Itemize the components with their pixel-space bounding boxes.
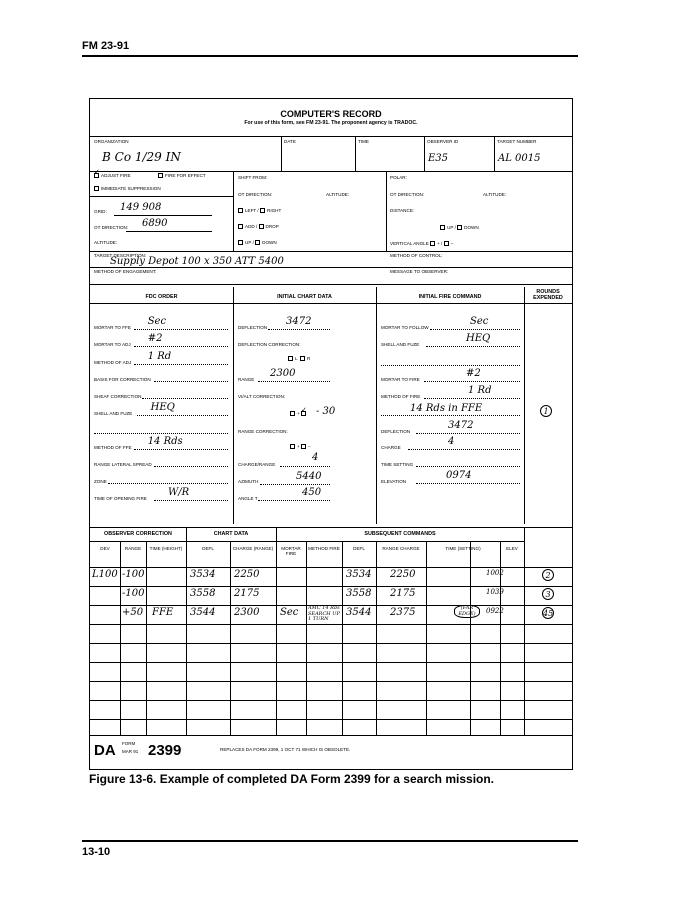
form-number: 2399 [148, 742, 182, 759]
page-number: 13-10 [82, 846, 111, 858]
cell-charge: 2175 [234, 588, 260, 599]
cell-defl: 3534 [190, 569, 216, 580]
polar-up-down-checkbox[interactable]: UP / DOWN [440, 225, 479, 230]
polar-label: POLAR: [390, 175, 407, 180]
fdc-row-label: TIME OF OPENING FIRE [94, 496, 147, 501]
target-description-label: TARGET DESCRIPTION: [94, 253, 147, 258]
command-shell-fuze-value: HEQ [466, 333, 491, 344]
fdc-row-value: HEQ [150, 402, 175, 413]
footer-rule [82, 840, 578, 842]
cell-elev: 1002 [486, 569, 504, 577]
cell-defl: 3544 [190, 607, 216, 618]
fdc-row-value: W/R [168, 487, 190, 498]
chart-data-header: CHART DATA [213, 531, 249, 537]
chart-range-label: RANGE [238, 377, 255, 382]
mortar-follow-value: Sec [470, 316, 489, 327]
fdc-order-header: FDC ORDER [145, 294, 178, 300]
time-label: TIME [358, 139, 369, 144]
form-subtitle: For use of this form, see FM 23-91. The proponent agency is TRADOC. [244, 120, 418, 126]
chart-charge-label: CHARGE/RANGE [238, 462, 276, 467]
cell-subsequent-defl: 3544 [346, 607, 372, 618]
fdc-row-label: BASIS FOR CORRECTION [94, 377, 151, 382]
checkbox-icon [301, 444, 306, 449]
azimuth-label: AZIMUTH [238, 479, 259, 484]
cell-rounds: 2 [542, 569, 554, 581]
immediate-suppression-checkbox[interactable]: IMMEDIATE SUPPRESSION [94, 186, 161, 191]
fdc-row-value: 14 Rds [147, 436, 183, 447]
observer-correction-header: OBSERVER CORRECTION [104, 531, 172, 537]
fdc-row-label: MORTAR TO ADJ [94, 342, 131, 347]
column-header-mortar-fire: MORTAR FIRE [281, 546, 301, 556]
observer-id-value: E35 [428, 153, 449, 164]
mortar-follow-label: MORTAR TO FOLLOW [381, 325, 429, 330]
deflection-correction-label: DEFLECTION CORRECTION: [238, 342, 301, 347]
form-form-label: FORM [122, 741, 136, 746]
elevation-value: 0974 [446, 470, 472, 481]
fdc-row-label: ZONE [94, 479, 107, 484]
column-header-defl: DEFL [202, 546, 214, 551]
mortar-fire-label: MORTAR TO FIRE [381, 377, 420, 382]
checkbox-icon [290, 444, 295, 449]
column-header-charge-range: CHARGE (RANGE) [232, 546, 274, 551]
ot-direction-value: 6890 [142, 218, 168, 229]
checkbox-icon [288, 356, 293, 361]
rounds-expended-header: ROUNDS EXPENDED [533, 289, 563, 301]
checkbox-icon [290, 411, 295, 416]
chart-deflection-value: 3472 [286, 316, 312, 327]
column-header-range: RANGE [124, 546, 142, 551]
figure-caption: Figure 13-6. Example of completed DA Form 2399 for a search mission. [89, 772, 495, 786]
checkbox-icon [430, 241, 435, 246]
checkbox-icon [260, 208, 265, 213]
command-deflection-value: 3472 [448, 420, 474, 431]
column-header-time-height: TIME (HEIGHT) [149, 546, 183, 551]
checkbox-icon [255, 240, 260, 245]
fdc-row-label: MORTAR TO FFE [94, 325, 131, 330]
fdc-row-label: METHOD OF ADJ [94, 360, 132, 365]
shift-from-label: SHIFT FROM: [238, 175, 268, 180]
form-da: DA [94, 742, 116, 759]
checkbox-checked-icon [94, 173, 99, 178]
angle-t-value: 450 [302, 487, 322, 498]
observer-id-label: OBSERVER ID [427, 139, 459, 144]
checkbox-icon [259, 224, 264, 229]
altitude-label: ALTITUDE: [94, 240, 118, 245]
initial-fire-header: INITIAL FIRE COMMAND [418, 294, 482, 300]
cell-subsequent-range: 2375 [390, 607, 416, 618]
checkbox-icon [238, 240, 243, 245]
range-correction-label: RANGE CORRECTION: [238, 429, 288, 434]
command-deflection-label: DEFLECTION [381, 429, 411, 434]
cell-subsequent-range: 2250 [390, 569, 416, 580]
cell-elev: 1039 [486, 588, 504, 596]
cell-time-setting: (FAR EDGE) [454, 605, 480, 618]
ot-direction-label: OT DIRECTION: [94, 225, 129, 230]
l-r-checkbox[interactable]: L R [288, 356, 310, 361]
cell-subsequent-defl: 3558 [346, 588, 372, 599]
cell-range: -100 [122, 588, 145, 599]
distance-label: DISTANCE: [390, 208, 415, 213]
form-title: COMPUTER'S RECORD [280, 109, 382, 119]
command-charge-value: 4 [448, 436, 455, 447]
method-control-label: METHOD OF CONTROL: [390, 253, 443, 258]
elevation-label: ELEVATION [381, 479, 407, 484]
ffe-checkbox[interactable]: FIRE FOR EFFECT [158, 173, 206, 178]
checkbox-icon [300, 356, 305, 361]
subsequent-commands-header: SUBSEQUENT COMMANDS [364, 531, 436, 537]
chart-deflection-label: DEFLECTION [238, 325, 268, 330]
add-drop-checkbox[interactable]: ADD / DROP [238, 224, 279, 229]
adjust-fire-checkbox[interactable]: ✓ADJUST FIRE [94, 173, 131, 178]
column-header-elev: ELEV [506, 546, 518, 551]
column-header-defl2: DEFL [353, 546, 365, 551]
command-shell-fuze-label: SHELL AND FUZE [381, 342, 420, 347]
cell-elev: 0922 [486, 607, 504, 615]
shift-ot-direction-label: OT DIRECTION: [238, 192, 273, 197]
cell-defl: 3558 [190, 588, 216, 599]
grid-value: 149 908 [120, 202, 162, 213]
checkbox-icon [94, 186, 99, 191]
da-form-2399 [89, 98, 573, 770]
checkbox-icon [158, 173, 163, 178]
command-charge-label: CHARGE [381, 445, 401, 450]
grid-label: GRID: [94, 209, 107, 214]
target-number-value: AL 0015 [498, 153, 541, 164]
column-header-time-setting: TIME (SETTING) [445, 546, 481, 551]
column-header-method-fire: METHOD FIRE [308, 546, 340, 551]
fdc-row-label: SHEAF CORRECTION [94, 394, 142, 399]
cell-charge: 2300 [234, 607, 260, 618]
time-setting-label: TIME SETTING [381, 462, 414, 467]
method-fire-label: METHOD OF FIRE [381, 394, 421, 399]
rounds-initial: 1 [540, 405, 552, 417]
azimuth-value: 5440 [296, 471, 322, 482]
fdc-row-value: Sec [147, 316, 167, 327]
cell-method: AMC 14 Rds SEARCH UP 1 TURN [308, 605, 340, 622]
column-header-dev: DEV [100, 546, 110, 551]
header-rule [82, 55, 578, 57]
message-observer-label: MESSAGE TO OBSERVER: [390, 269, 449, 274]
cell-range: +50 [122, 607, 144, 618]
ffe-value: 14 Rds in FFE [410, 403, 483, 414]
vi-correction-label: VI/ALT CORRECTION: [238, 394, 286, 399]
vi-value: - 30 [316, 406, 336, 417]
checkbox-icon [440, 225, 445, 230]
polar-altitude-label: ALTITUDE: [483, 192, 507, 197]
fdc-row-label: SHELL AND FUZE [94, 411, 133, 416]
cell-subsequent-range: 2175 [390, 588, 416, 599]
vertical-angle[interactable]: VERTICAL ANGLE + / – [390, 241, 454, 246]
fdc-row-label: RANGE LATERAL SPREAD [94, 462, 152, 467]
chart-charge-value: 4 [312, 452, 319, 463]
form-date: MAR 91 [122, 749, 139, 754]
angle-t-label: ANGLE T [238, 496, 258, 501]
left-right-checkbox[interactable]: LEFT / RIGHT [238, 208, 281, 213]
cell-range: -100 [122, 569, 145, 580]
fdc-row-label: METHOD OF FFE [94, 445, 132, 450]
chart-range-value: 2300 [270, 368, 296, 379]
target-number-label: TARGET NUMBER [497, 139, 537, 144]
page-header: FM 23-91 [82, 40, 130, 52]
cell-dev: L100 [92, 569, 118, 580]
organization-label: ORGANIZATION [94, 139, 129, 144]
up-down-checkbox[interactable]: UP / DOWN [238, 240, 277, 245]
cell-charge: 2250 [234, 569, 260, 580]
cell-rounds: 3 [542, 588, 554, 600]
method-fire-value: 1 Rd [468, 385, 492, 396]
fdc-row-value: #2 [147, 333, 163, 344]
date-label: DATE [284, 139, 296, 144]
cell-subsequent-defl: 3534 [346, 569, 372, 580]
polar-ot-direction-label: OT DIRECTION: [390, 192, 425, 197]
column-header-range-charge: RANGE CHARGE [382, 546, 420, 551]
initial-chart-header: INITIAL CHART DATA [277, 294, 332, 300]
checkbox-icon [238, 224, 243, 229]
checkbox-icon [238, 208, 243, 213]
checkbox-checked-icon [301, 411, 306, 416]
organization-value: B Co 1/29 IN [102, 150, 181, 164]
range-plus-minus-checkbox[interactable]: + – [290, 444, 311, 449]
target-description-value: Supply Depot 100 x 350 ATT 5400 [110, 256, 284, 267]
method-engagement-label: METHOD OF ENGAGEMENT: [94, 269, 157, 274]
cell-rounds: 45 [543, 609, 554, 618]
mortar-fire-value: #2 [466, 368, 481, 379]
form-replaces: REPLACES DA FORM 2399, 1 OCT 71 WHICH IS OBSOLETE. [220, 747, 351, 752]
checkbox-icon [457, 225, 462, 230]
cell-mortar: Sec [280, 607, 299, 618]
fdc-row-value: 1 Rd [147, 351, 172, 362]
vi-plus-minus-checkbox[interactable]: + ✓ [290, 411, 308, 416]
cell-time: FFE [152, 607, 174, 618]
checkbox-icon [444, 241, 449, 246]
shift-altitude-label: ALTITUDE: [326, 192, 350, 197]
